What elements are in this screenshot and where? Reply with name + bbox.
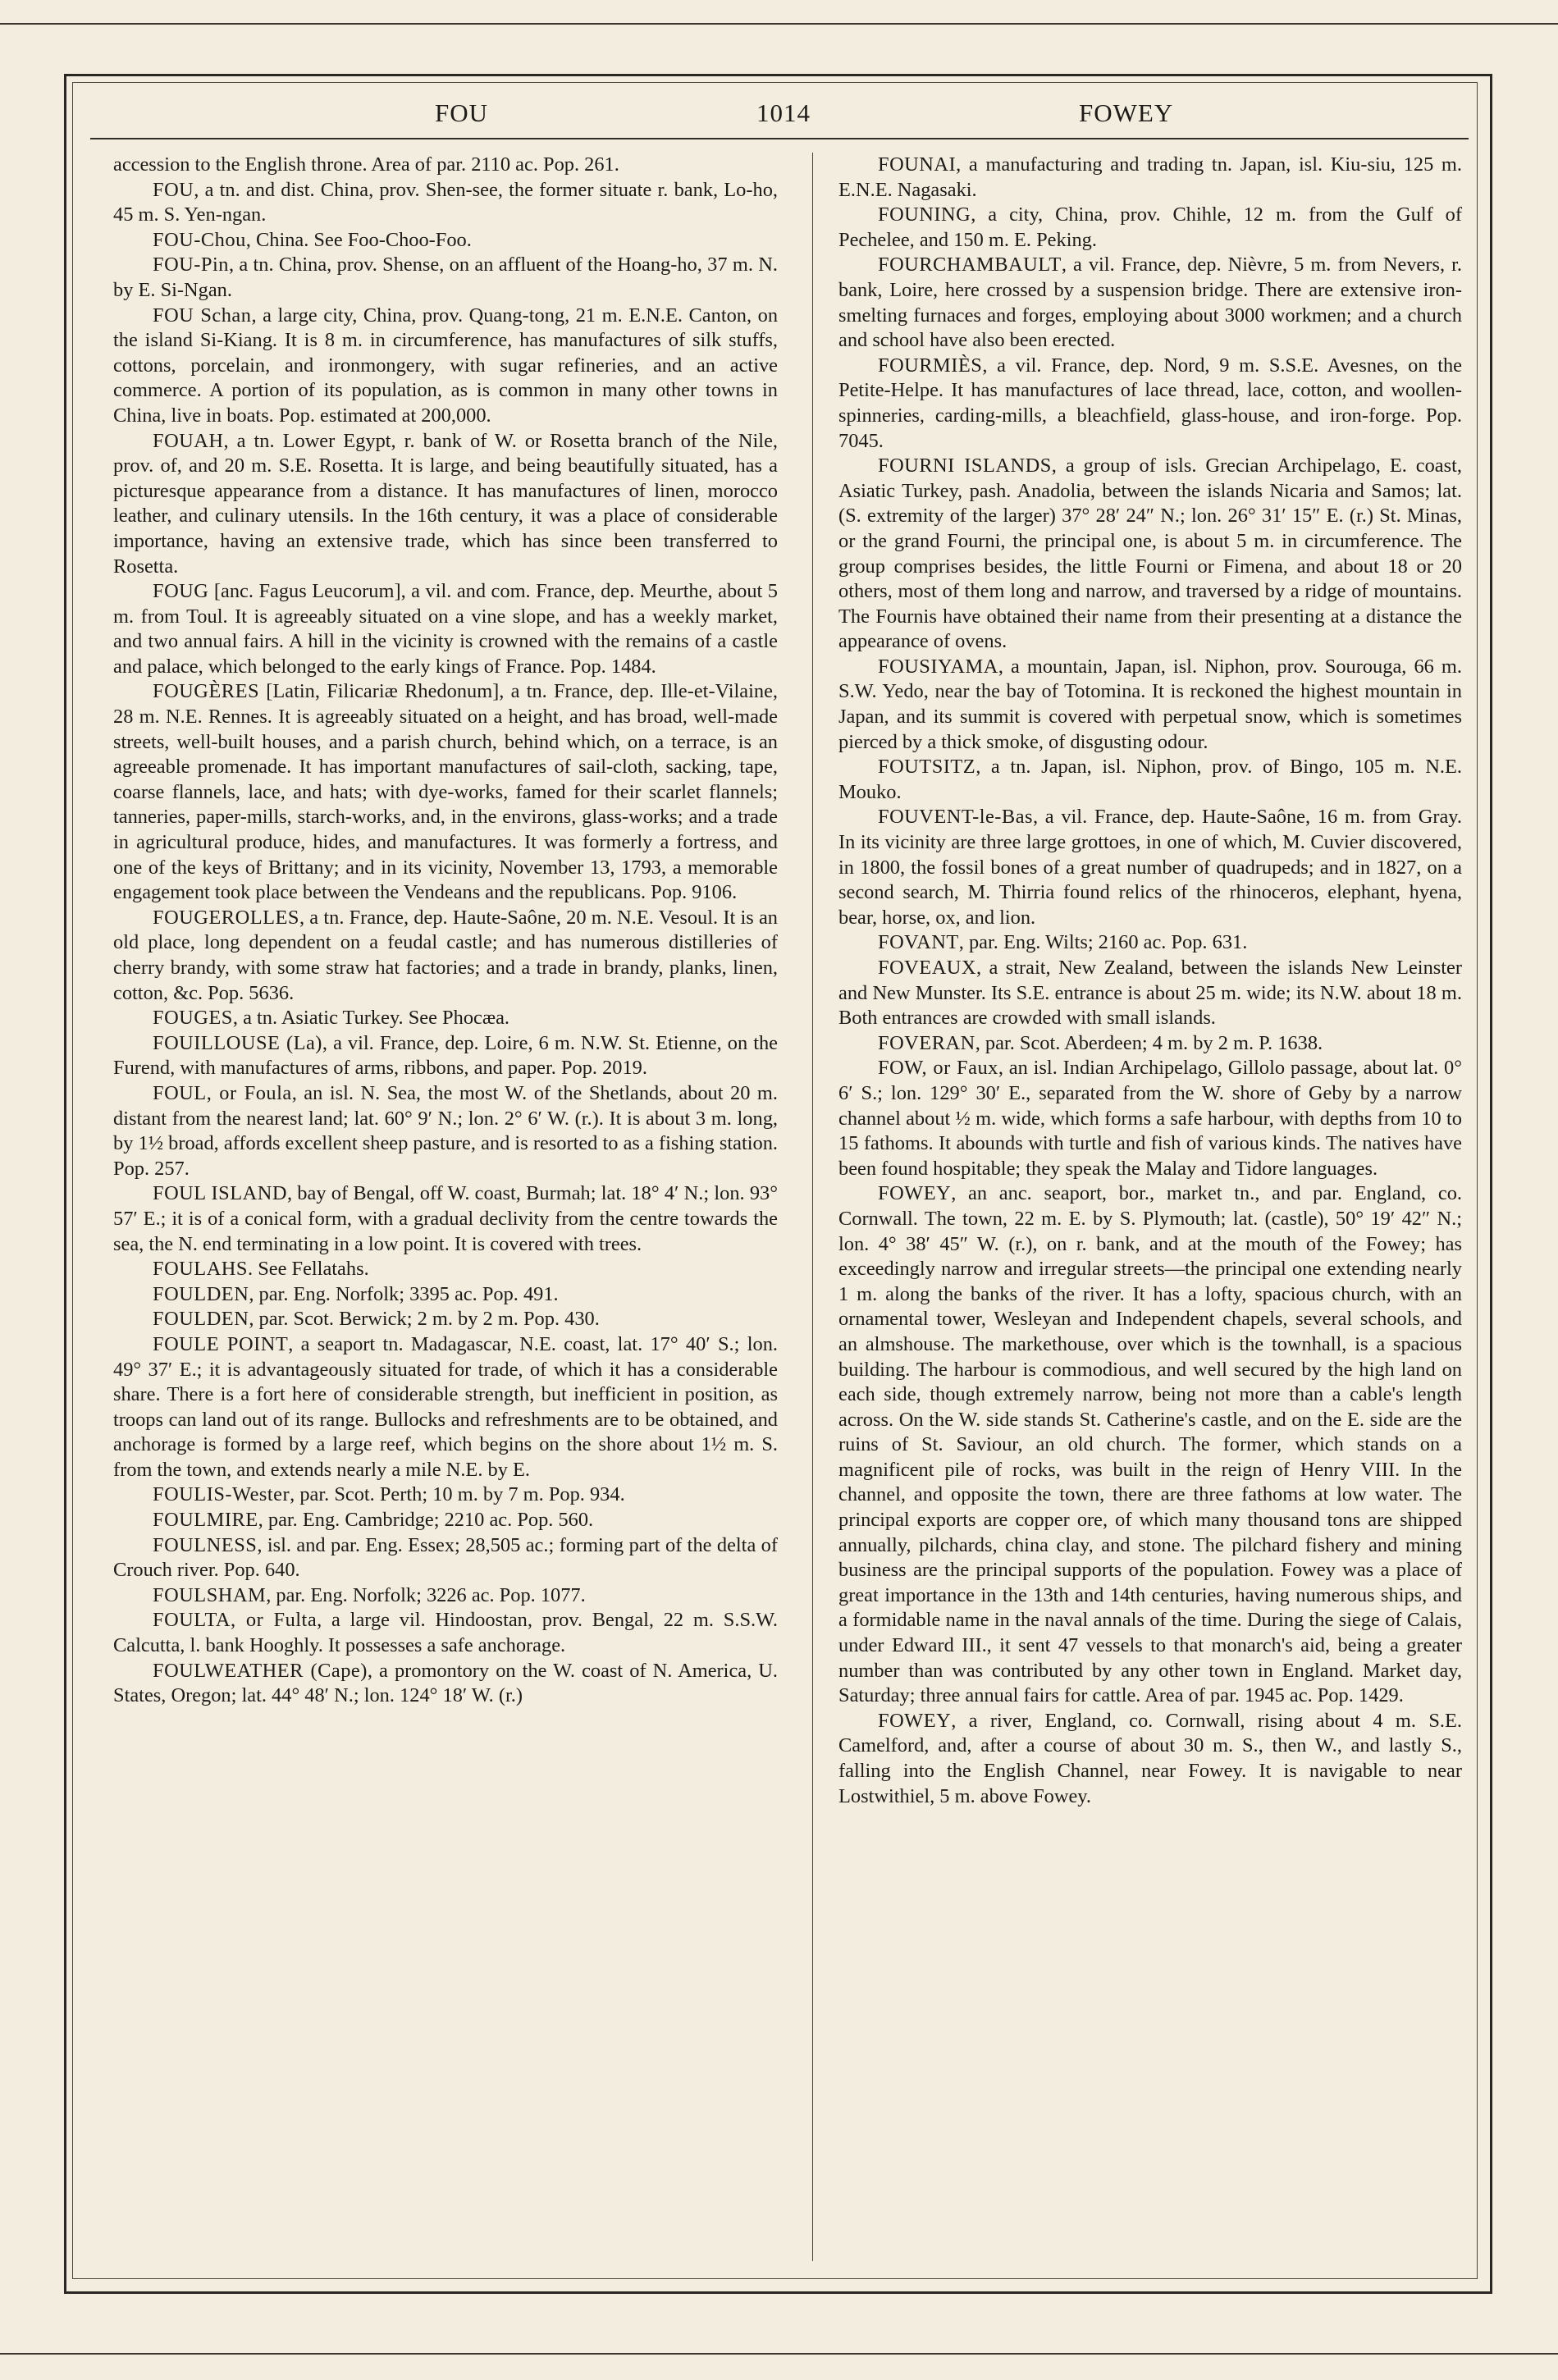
entry-text: , a promontory on the W. coast of N. America, U. States, Oregon; lat. 44° 48′ N.; lon. 124° 18′ W. (r.)	[113, 1659, 778, 1707]
entry-headword: FOUL ISLAND	[153, 1182, 287, 1205]
entry-headword: FOUGES	[153, 1007, 233, 1030]
gazetteer-entry	[838, 1031, 1462, 1057]
entry-text: , isl. and par. Eng. Essex; 28,505 ac.; forming part of the delta of Crouch river. Pop. 640.	[113, 1533, 778, 1582]
gazetteer-entry	[113, 429, 778, 580]
entry-headword: FOUTSITZ	[878, 756, 976, 779]
gazetteer-entry	[113, 178, 778, 228]
top-rule	[0, 23, 1558, 25]
column-divider	[812, 153, 813, 2261]
gazetteer-entry	[113, 1257, 778, 1282]
entry-headword: FOW, or Faux	[878, 1057, 998, 1080]
entry-text: , par. Eng. Norfolk; 3395 ac. Pop. 491.	[249, 1282, 559, 1305]
header-left-word: FOU	[435, 98, 489, 127]
entry-headword: FOVERAN	[878, 1031, 975, 1054]
gazetteer-entry	[113, 1081, 778, 1181]
entry-headword: FOULMIRE	[153, 1509, 258, 1532]
entry-headword: FOULTA, or Fulta	[153, 1609, 318, 1632]
entry-text: . See Fellatahs.	[248, 1258, 369, 1281]
gazetteer-entry	[113, 1181, 778, 1257]
gazetteer-entry	[113, 1307, 778, 1332]
gazetteer-entry	[113, 304, 778, 429]
gazetteer-entry	[113, 906, 778, 1006]
entry-headword: FOULIS-Wester	[153, 1483, 290, 1506]
entry-headword: FOU Schan	[153, 304, 252, 327]
entry-text: , a vil. France, dep. Haute-Saône, 16 m. from Gray. In its vicinity are three large grottoes, in one of which, M. Cuvier discovered, in 1800, the fossil bones of a great number of quadrupeds; and in 1827, on a second search, M. Thirria found relics of the rhinoceros, elephant, hyena, bear, horse, ox, and lion.	[838, 806, 1462, 929]
entry-headword: FOUG	[153, 580, 209, 603]
running-header	[90, 92, 1469, 130]
header-rule	[90, 138, 1469, 139]
gazetteer-entry	[838, 655, 1462, 755]
entry-text: , a vil. France, dep. Nièvre, 5 m. from Nevers, r. bank, Loire, here crossed by a suspension bridge. There are extensive iron-smelting furnaces and forges, employing about 3000 workmen; and a church and school have also been erected.	[838, 254, 1462, 352]
gazetteer-entry	[838, 1056, 1462, 1181]
bottom-rule	[0, 2353, 1558, 2355]
entry-text: , China. See Foo-Choo-Foo.	[245, 228, 472, 251]
entry-headword: FOWEY	[878, 1182, 952, 1205]
entry-text: , a group of isls. Grecian Archipelago, E. coast, Asiatic Turkey, pash. Anadolia, between the islands Nicaria and Samos; lat. (S. extremity of the larger) 37° 28′ 24″ N.; lon. 26° 31′ 15″ E. (r.) St. Minas, or the grand Fourni, the principal one, is about 5 m. in circumference. The group comprises besides, the little Fourni or Fimena, and about 18 or 20 others, most of them long and narrow, and traversed by a ridge of mountains. The Fournis have obtained their name from their presenting at a distance the appearance of ovens.	[838, 455, 1462, 653]
entry-text: , an anc. seaport, bor., market tn., and par. England, co. Cornwall. The town, 22 m. E. by S. Plymouth; lat. (castle), 50° 19′ 42″ N.; lon. 4° 38′ 45″ W. (r.), on r. bank, and at the mouth of the Fowey; has exceedingly narrow and irregular streets—the principal one extending nearly 1 m. along the banks of the river. It has a lofty, spacious church, with an ornamental tower, Wesleyan and Independent chapels, several schools, and an almshouse. The markethouse, over which is the townhall, is a spacious building. The harbour is commodious, and well secured by the high land on each side, though extremely narrow, being not more than a cable's length across. On the W. side stands St. Catherine's castle, and on the E. side are the ruins of St. Saviour, an old church. The former, which stands on a magnificent pile of rocks, was built in the reign of Henry VIII. In the channel, and opposite the town, there are three fathoms at low water. The principal exports are copper ore, of which many thousand tons are shipped annually, pilchards, china clay, and stone. The pilchard fishery and mining business are the principal supports of the population. Fowey was a place of great importance in the 13th and 14th centuries, having numerous ships, and a formidable name in the naval annals of the time. During the siege of Calais, under Edward III., it sent 47 vessels to that monarch's aid, being a greater number than was contributed by any other town in England. Market day, Saturday; three annual fairs for cattle. Area of par. 1945 ac. Pop. 1429.	[838, 1182, 1462, 1707]
entry-headword: FOUILLOUSE (La)	[153, 1031, 322, 1054]
gazetteer-entry	[113, 1533, 778, 1583]
gazetteer-entry	[113, 579, 778, 679]
header-right-word: FOWEY	[1079, 98, 1174, 127]
entry-headword: FOUSIYAMA	[878, 655, 998, 678]
entry-text: , a manufacturing and trading tn. Japan, isl. Kiu-siu, 125 m. E.N.E. Nagasaki.	[838, 153, 1462, 201]
entry-headword: FOULDEN	[153, 1282, 249, 1305]
gazetteer-entry	[113, 1332, 778, 1483]
gazetteer-entry	[113, 1282, 778, 1308]
entry-headword: FOULNESS	[153, 1533, 258, 1556]
gazetteer-entry	[838, 253, 1462, 353]
entry-headword: FOUNAI	[878, 153, 957, 176]
entry-headword: FOUGEROLLES	[153, 906, 299, 929]
entry-text: , a large vil. Hindoostan, prov. Bengal, 22 m. S.S.W. Calcutta, l. bank Hooghly. It possesses a safe anchorage.	[113, 1609, 778, 1657]
entry-headword: FOULE POINT	[153, 1332, 289, 1355]
entry-text: , a vil. France, dep. Loire, 6 m. N.W. St. Etienne, on the Furend, with manufactures of arms, ribbons, and paper. Pop. 2019.	[113, 1031, 778, 1080]
gazetteer-entry	[838, 203, 1462, 253]
entry-text: [Latin, Filicariæ Rhedonum], a tn. France, dep. Ille-et-Vilaine, 28 m. N.E. Rennes. It is agreeably situated on a height, and has broad, well-made streets, well-built houses, and a parish church, behind which, on a terrace, is an agreeable promenade. It has important manufactures of sail-cloth, sacking, tape, coarse flannels, lace, and hats; with dye-works, famed for their scarlet flannels; tanneries, paper-mills, starch-works, and, in the environs, glass-works; and a trade in agricultural produce, hides, and manufactures. It was formerly a fortress, and one of the keys of Brittany; and in its vicinity, November 13, 1793, a memorable engagement took place between the Vendeans and the republicans. Pop. 9106.	[113, 680, 778, 904]
entry-text: , a tn. Japan, isl. Niphon, prov. of Bingo, 105 m. N.E. Mouko.	[838, 756, 1462, 803]
gazetteer-entry	[113, 1006, 778, 1031]
entry-text: , an isl. N. Sea, the most W. of the Shetlands, about 20 m. distant from the nearest land; lat. 60° 9′ N.; lon. 2° 6′ W. (r.). It is about 3 m. long, by 1½ broad, affords excellent sheep pasture, and is resorted to as a fishing station. Pop. 257.	[113, 1081, 778, 1180]
entry-text: , par. Eng. Wilts; 2160 ac. Pop. 631.	[958, 931, 1248, 954]
entry-text: , a seaport tn. Madagascar, N.E. coast, lat. 17° 40′ S.; lon. 49° 37′ E.; it is advantageously situated for trade, of which it has a considerable share. There is a fort here of considerable strength, but inefficient in position, as troops can land out of its range. Bullocks and refreshments are to be obtained, and anchorage is formed by a large reef, which begins on the shore about 1½ m. S. from the town, and extends nearly a mile N.E. by E.	[113, 1332, 778, 1481]
entry-text: , a strait, New Zealand, between the islands New Leinster and New Munster. Its S.E. entrance is about 25 m. wide; its N.W. about 18 m. Both entrances are crowded with small islands.	[838, 957, 1462, 1030]
entry-text: , a tn. France, dep. Haute-Saône, 20 m. N.E. Vesoul. It is an old place, long dependent on a feudal castle; and has numerous distilleries of cherry brandy, with some straw hat factories; and a trade in brandy, planks, linen, cotton, &c. Pop. 5636.	[113, 906, 778, 1004]
entry-text: accession to the English throne. Area of par. 2110 ac. Pop. 261.	[113, 153, 619, 176]
entry-text: , par. Eng. Norfolk; 3226 ac. Pop. 1077.	[266, 1583, 586, 1606]
entry-text: , a tn. Lower Egypt, r. bank of W. or Rosetta branch of the Nile, prov. of, and 20 m. S.E. Rosetta. It is large, and being beautifully situated, has a picturesque appearance from a distance. It has manufactures of linen, morocco leather, and culinary utensils. In the 16th century, it was a place of considerable importance, having an extensive trade, which has since been transferred to Rosetta.	[113, 429, 778, 578]
entry-headword: FOVANT	[878, 931, 959, 954]
gazetteer-entry	[838, 956, 1462, 1031]
gazetteer-entry	[113, 679, 778, 905]
entry-headword: FOULAHS	[153, 1258, 248, 1281]
gazetteer-entry	[113, 153, 778, 178]
entry-text: , a city, China, prov. Chihle, 12 m. from the Gulf of Pechelee, and 150 m. E. Peking.	[838, 203, 1462, 251]
entry-text: , par. Scot. Aberdeen; 4 m. by 2 m. P. 1638.	[975, 1031, 1323, 1054]
gazetteer-entry	[838, 805, 1462, 930]
entry-text: , a river, England, co. Cornwall, rising about 4 m. S.E. Camelford, and, after a course of about 30 m. S., then W., and lastly S., falling into the English Channel, near Fowey. It is navigable to near Lostwithiel, 5 m. above Fowey.	[838, 1709, 1462, 1807]
entry-text: , a mountain, Japan, isl. Niphon, prov. Sourouga, 66 m. S.W. Yedo, near the bay of Totomina. It is reckoned the highest mountain in Japan, and its summit is covered with perpetual snow, which is sometimes pierced by a thick smoke, of disgusting odour.	[838, 655, 1462, 753]
entry-text: , a vil. France, dep. Nord, 9 m. S.S.E. Avesnes, on the Petite-Helpe. It has manufactures of lace thread, lace, cotton, and woollen-spinneries, carding-mills, a bleachfield, glass-house, and iron-forge. Pop. 7045.	[838, 354, 1462, 452]
left-column	[113, 153, 778, 2264]
entry-text: , a tn. and dist. China, prov. Shen-see, the former situate r. bank, Lo-ho, 45 m. S. Yen-ngan.	[113, 178, 778, 226]
gazetteer-entry	[838, 454, 1462, 655]
gazetteer-entry	[838, 153, 1462, 203]
gazetteer-entry	[838, 1181, 1462, 1708]
gazetteer-entry	[113, 1659, 778, 1709]
entry-text: , par. Scot. Perth; 10 m. by 7 m. Pop. 934.	[290, 1483, 625, 1506]
entry-headword: FOURNI ISLANDS	[878, 455, 1052, 477]
entry-headword: FOULWEATHER (Cape)	[153, 1659, 368, 1682]
entry-headword: FOWEY	[878, 1709, 952, 1732]
entry-text: , bay of Bengal, off W. coast, Burmah; lat. 18° 4′ N.; lon. 93° 57′ E.; it is of a conical form, with a gradual declivity from the centre towards the sea, the N. end terminating in a low point. It is covered with trees.	[113, 1182, 778, 1255]
gazetteer-entry	[113, 1031, 778, 1081]
gazetteer-entry	[838, 1709, 1462, 1809]
gazetteer-entry	[113, 1482, 778, 1508]
entry-text: , par. Scot. Berwick; 2 m. by 2 m. Pop. 430.	[249, 1308, 600, 1331]
gazetteer-entry	[113, 1508, 778, 1533]
gazetteer-entry	[838, 930, 1462, 956]
entry-text: , par. Eng. Cambridge; 2210 ac. Pop. 560.	[258, 1509, 594, 1532]
entry-headword: FOUGÈRES	[153, 680, 260, 703]
entry-headword: FOU-Chou	[153, 228, 246, 251]
entry-headword: FOUAH	[153, 429, 224, 452]
entry-headword: FOUVENT-le-Bas	[878, 806, 1034, 829]
gazetteer-entry	[838, 755, 1462, 805]
gazetteer-entry	[113, 1608, 778, 1658]
entry-headword: FOU	[153, 178, 194, 201]
entry-text: [anc. Fagus Leucorum], a vil. and com. France, dep. Meurthe, about 5 m. from Toul. It is agreeably situated on a vine slope, and has a weekly market, and two annual fairs. A hill in the vicinity is crowned with the remains of a castle and palace, which belonged to the early kings of France. Pop. 1484.	[113, 580, 778, 678]
entry-headword: FOUNING	[878, 203, 971, 226]
gazetteer-entry	[113, 1583, 778, 1609]
gazetteer-entry	[113, 253, 778, 303]
entry-headword: FOURMIÈS	[878, 354, 983, 377]
gazetteer-entry	[838, 354, 1462, 454]
entry-text: , a tn. China, prov. Shense, on an affluent of the Hoang-ho, 37 m. N. by E. Si-Ngan.	[113, 254, 778, 301]
entry-text: , a large city, China, prov. Quang-tong, 21 m. E.N.E. Canton, on the island Si-Kiang. It is 8 m. in circumference, has manufactures of silk stuffs, cottons, porcelain, and ironmongery, with sugar refineries, and an active commerce. A portion of its population, as is common in many other towns in China, live in boats. Pop. estimated at 200,000.	[113, 304, 778, 427]
entry-headword: FOU-Pin	[153, 254, 229, 276]
entry-headword: FOULDEN	[153, 1308, 249, 1331]
entry-headword: FOUL, or Foula	[153, 1081, 292, 1104]
entry-text: , an isl. Indian Archipelago, Gillolo passage, about lat. 0° 6′ S.; lon. 129° 30′ E., separated from the W. shore of Geby by a narrow channel about ½ m. wide, which forms a safe harbour, with depths from 10 to 15 fathoms. It abounds with turtle and fish of various kinds. The natives have been found hospitable; they speak the Malay and Tidore languages.	[838, 1057, 1462, 1180]
right-column	[838, 153, 1462, 2264]
entry-text: , a tn. Asiatic Turkey. See Phocæa.	[232, 1007, 510, 1030]
entry-headword: FOULSHAM	[153, 1583, 267, 1606]
gazetteer-entry	[113, 228, 778, 254]
page-number: 1014	[756, 98, 811, 127]
entry-headword: FOURCHAMBAULT	[878, 254, 1062, 276]
entry-headword: FOVEAUX	[878, 957, 977, 979]
